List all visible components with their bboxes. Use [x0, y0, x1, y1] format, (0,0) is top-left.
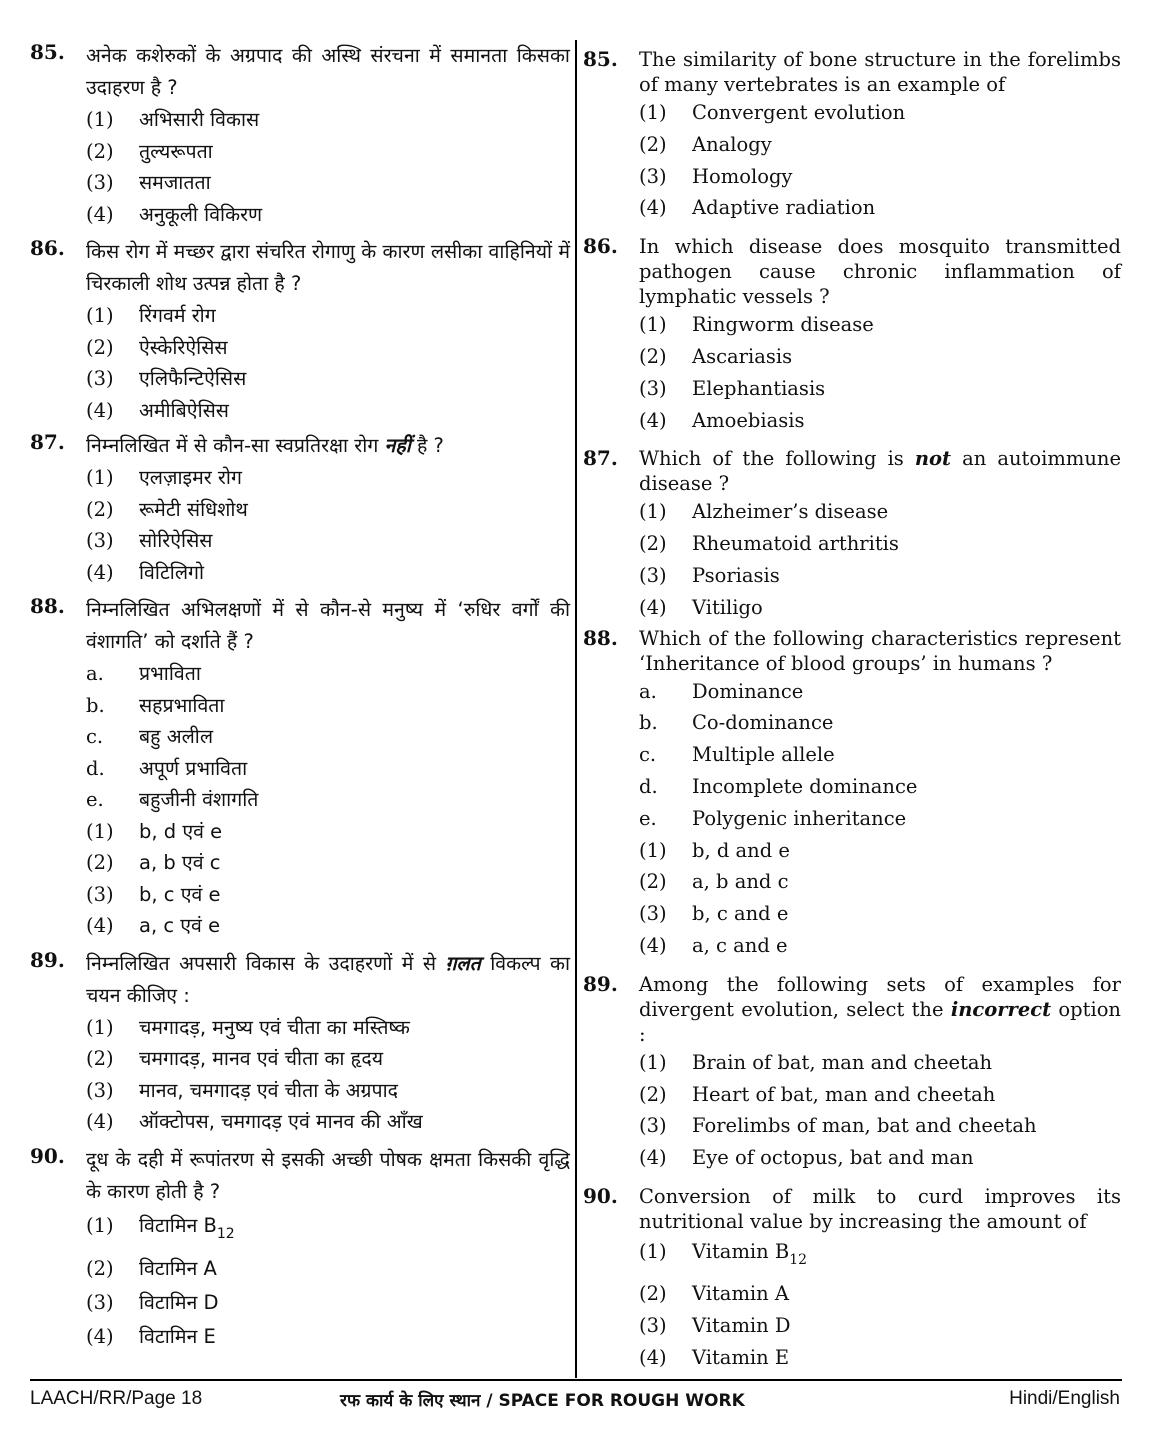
option-text: चमगादड़, मानव एवं चीता का हृदय [139, 1047, 384, 1070]
option-label: (3) [639, 902, 667, 926]
option-text: a, b एवं c [139, 851, 221, 874]
question-number: 87. [583, 446, 618, 471]
option-label: (1) [86, 1015, 114, 1039]
option-2 [86, 847, 570, 879]
option-label: (4) [86, 1324, 114, 1348]
stem-part: विकल्प का चयन कीजिए : [86, 951, 570, 1007]
option-label: (2) [86, 851, 114, 874]
option-4 [86, 199, 570, 231]
stem-part: an autoimmune disease ? [639, 447, 1122, 496]
option-text: Amoebiasis [692, 408, 805, 432]
option-text: रिंगवर्म रोग [139, 304, 216, 327]
stem-part: निम्नलिखित अपसारी विकास के उदाहरणों में से [86, 951, 446, 975]
item-text: सहप्रभाविता [139, 693, 225, 717]
option-label: (4) [86, 560, 114, 584]
language-label: Hindi/English [1009, 1388, 1120, 1409]
item-b [639, 707, 1121, 739]
option-label: (3) [86, 1290, 114, 1314]
option-label: (2) [639, 532, 667, 556]
option-label: (1) [86, 819, 114, 843]
item-d [639, 771, 1121, 803]
emphasis-word: incorrect [950, 997, 1052, 1021]
item-label: e. [86, 788, 104, 811]
question-85-en [583, 47, 1121, 224]
option-3 [639, 1310, 1121, 1342]
question-number: 85. [583, 47, 618, 71]
question-stem: दूध के दही में रूपांतरण से इसकी अच्छी पोषक क्षमता किसकी वृद्धि के कारण होती है ? [86, 1147, 570, 1203]
option-2 [639, 866, 1121, 898]
question-stem [639, 446, 1121, 496]
option-text: Elephantiasis [692, 376, 826, 400]
option-text: b, d and e [692, 838, 790, 862]
option-label: (1) [639, 313, 667, 337]
item-label: d. [86, 756, 105, 780]
question-87-hi [30, 430, 570, 588]
option-label: (3) [86, 882, 114, 906]
option-text: विटामिन D [139, 1290, 219, 1314]
option-text: a, c एवं e [139, 914, 221, 937]
question-number: 87. [30, 430, 65, 454]
option-label: (3) [86, 367, 114, 390]
subscript: 12 [216, 1225, 235, 1242]
option-label: (4) [86, 1110, 114, 1133]
question-86-en [583, 234, 1121, 436]
question-number: 89. [30, 947, 65, 972]
option-label: (4) [86, 202, 114, 226]
option-label: (2) [86, 497, 114, 521]
option-text: चमगादड़, मनुष्य एवं चीता का मस्तिष्क [139, 1015, 410, 1039]
option-text: Convergent evolution [692, 101, 906, 124]
stem-part: option : [639, 997, 1121, 1046]
option-label: (2) [639, 870, 667, 894]
option-4 [639, 1342, 1121, 1374]
question-stem: Which of the following characteristics represent ‘Inheritance of blood groups’ in humans ? [639, 626, 1121, 675]
item-e [86, 784, 570, 816]
option-1 [639, 97, 1121, 129]
option-text: ऐस्केरिऐसिस [139, 335, 228, 359]
option-label: (3) [639, 1114, 667, 1138]
option-label: (3) [639, 1313, 667, 1337]
item-text: Co-dominance [692, 711, 834, 735]
option-4 [639, 405, 1121, 437]
option-label: (1) [639, 500, 667, 524]
option-2 [639, 1079, 1121, 1111]
option-label: (1) [86, 466, 114, 489]
option-label: (4) [86, 914, 114, 937]
option-text: Ascariasis [692, 344, 793, 368]
option-text: समजातता [139, 171, 211, 194]
option-label: (1) [86, 304, 114, 327]
option-text: b, c एवं e [139, 882, 221, 906]
option-4 [639, 1142, 1121, 1174]
option-label: (2) [639, 1281, 667, 1305]
option-text: एलज़ाइमर रोग [139, 466, 242, 489]
question-stem: Conversion of milk to curd improves its nutritional value by increasing the amount of [639, 1184, 1121, 1233]
english-column [583, 40, 1121, 1373]
option-2 [86, 494, 570, 526]
option-text: Analogy [692, 132, 772, 156]
option-1 [86, 104, 570, 136]
item-text: बहु अलील [139, 725, 214, 748]
item-c [86, 721, 570, 753]
option-label: (4) [639, 933, 667, 957]
option-text: Heart of bat, man and cheetah [692, 1082, 996, 1106]
option-3 [639, 373, 1121, 405]
option-3 [639, 898, 1121, 930]
emphasis-word: नहीं [384, 434, 411, 457]
emphasis-word: not [914, 447, 952, 471]
item-label: a. [639, 679, 657, 703]
item-e [639, 803, 1121, 835]
hindi-column [30, 40, 570, 1354]
stem-part: Which of the following is [639, 447, 915, 471]
question-stem [639, 972, 1121, 1047]
option-text: Psoriasis [692, 563, 780, 587]
option-1 [86, 1208, 570, 1252]
question-89-en [583, 972, 1121, 1174]
option-3 [86, 879, 570, 911]
item-a [639, 676, 1121, 708]
option-1 [86, 300, 570, 332]
option-2 [86, 1043, 570, 1075]
emphasis-word: ग़लत [445, 951, 481, 975]
item-text: प्रभाविता [139, 662, 201, 685]
option-text: Homology [692, 164, 793, 188]
option-text: अभिसारी विकास [139, 108, 260, 131]
option-4 [639, 192, 1121, 224]
option-1 [86, 462, 570, 494]
item-text: Multiple allele [692, 743, 835, 767]
item-label: a. [86, 662, 104, 685]
option-label: (1) [639, 1050, 667, 1074]
option-2 [86, 1252, 570, 1286]
question-89-hi [30, 948, 570, 1138]
item-a [86, 658, 570, 690]
option-3 [639, 560, 1121, 592]
option-label: (3) [86, 529, 114, 552]
question-stem: किस रोग में मच्छर द्वारा संचरित रोगाणु के कारण लसीका वाहिनियों में चिरकाली शोथ उत्पन्न होता है ? [86, 240, 570, 295]
option-text: अनुकूली विकिरण [139, 202, 263, 226]
question-stem [86, 430, 570, 462]
option-label: (3) [86, 171, 114, 194]
option-4 [639, 592, 1121, 624]
option-text: Vitamin A [692, 1281, 790, 1305]
option-text: सोरिऐसिस [139, 529, 213, 552]
option-text: Vitiligo [692, 595, 763, 619]
option-label: (4) [86, 398, 114, 422]
option-text: Ringworm disease [692, 313, 874, 337]
option-3 [639, 161, 1121, 193]
option-4 [86, 910, 570, 942]
question-88-hi [30, 594, 570, 942]
option-label: (3) [86, 1078, 114, 1102]
item-b [86, 690, 570, 722]
option-2 [639, 341, 1121, 373]
question-stem: The similarity of bone structure in the forelimbs of many vertebrates is an example of [639, 48, 1121, 96]
option-label: (2) [86, 1256, 114, 1280]
item-label: e. [639, 806, 657, 830]
question-number: 86. [30, 236, 65, 260]
option-text: विटामिन B [139, 1213, 217, 1237]
option-label: (1) [639, 1239, 667, 1263]
option-4 [86, 395, 570, 427]
question-number: 88. [30, 594, 65, 618]
option-text: a, b and c [692, 870, 789, 894]
question-number: 90. [30, 1143, 65, 1168]
question-stem: निम्नलिखित अभिलक्षणों में से कौन-से मनुष्य में ‘रुधिर वर्गों की वंशागति’ को दर्शाते हैं ? [86, 598, 570, 653]
question-number: 86. [583, 234, 618, 259]
option-label: (4) [639, 1146, 667, 1170]
option-2 [639, 528, 1121, 560]
question-87-en [583, 446, 1121, 623]
question-number: 85. [30, 40, 65, 64]
option-text: तुल्यरूपता [139, 139, 213, 163]
option-text: b, d एवं e [139, 819, 223, 843]
stem-part: निम्नलिखित में से कौन-सा स्वप्रतिरक्षा रोग [86, 434, 385, 457]
option-label: (2) [86, 335, 114, 359]
item-label: b. [639, 711, 658, 735]
option-4 [86, 1320, 570, 1354]
option-3 [86, 1286, 570, 1320]
item-text: बहुजीनी वंशागति [139, 788, 259, 811]
footer-rule [30, 1379, 1122, 1381]
question-number: 89. [583, 971, 618, 996]
option-label: (2) [86, 1047, 114, 1070]
option-text: विटिलिगो [139, 560, 205, 584]
option-text: Vitamin D [692, 1313, 791, 1337]
option-text: Adaptive radiation [692, 196, 876, 220]
option-4 [639, 930, 1121, 962]
option-1 [86, 816, 570, 848]
item-label: d. [639, 774, 658, 798]
question-88-en [583, 626, 1121, 962]
option-1 [639, 1047, 1121, 1079]
option-1 [639, 1234, 1121, 1278]
option-1 [639, 496, 1121, 528]
option-text: विटामिन A [139, 1256, 217, 1280]
stem-part: Among the following sets of examples for divergent evolution, select the [639, 972, 1121, 1021]
option-label: (3) [639, 164, 667, 188]
option-label: (4) [639, 408, 667, 432]
option-4 [86, 557, 570, 589]
option-2 [86, 136, 570, 168]
item-label: b. [86, 693, 105, 717]
option-label: (3) [639, 376, 667, 400]
option-text: रूमेटी संधिशोथ [139, 497, 248, 521]
rough-work-label: रफ कार्य के लिए स्थान / SPACE FOR ROUGH WORK [340, 1391, 745, 1411]
item-d [86, 753, 570, 785]
item-c [639, 739, 1121, 771]
question-number: 88. [583, 625, 618, 650]
question-85-hi [30, 40, 570, 230]
option-text: Vitamin B [692, 1239, 790, 1263]
option-text: विटामिन E [139, 1324, 216, 1348]
question-number: 90. [583, 1183, 618, 1208]
option-2 [639, 129, 1121, 161]
option-text: Forelimbs of man, bat and cheetah [692, 1114, 1037, 1138]
option-text: अमीबिऐसिस [139, 398, 229, 422]
question-90-hi [30, 1144, 570, 1354]
option-3 [86, 167, 570, 199]
option-text: एलिफैन्टिऐसिस [139, 367, 247, 390]
item-text: Polygenic inheritance [692, 806, 907, 830]
option-label: (2) [639, 1082, 667, 1106]
option-text: Alzheimer’s disease [692, 500, 889, 524]
item-label: c. [639, 743, 657, 767]
item-label: c. [86, 725, 104, 748]
item-text: Incomplete dominance [692, 774, 918, 798]
option-2 [86, 332, 570, 364]
option-label: (1) [639, 838, 667, 862]
option-3 [86, 1075, 570, 1107]
question-stem: अनेक कशेरुकों के अग्रपाद की अस्थि संरचना में समानता किसका उदाहरण है ? [86, 44, 570, 99]
item-text: Dominance [692, 679, 804, 703]
option-3 [86, 525, 570, 557]
option-label: (2) [86, 139, 114, 163]
question-stem [86, 948, 570, 1012]
question-stem: In which disease does mosquito transmitted pathogen cause chronic inflammation of lymphatic vessels ? [639, 235, 1121, 309]
question-90-en [583, 1184, 1121, 1373]
option-text: a, c and e [692, 933, 788, 957]
option-3 [86, 363, 570, 395]
option-label: (4) [639, 1345, 667, 1369]
option-1 [639, 309, 1121, 341]
option-label: (4) [639, 595, 667, 619]
option-text: Vitamin E [692, 1345, 790, 1369]
option-text: Eye of octopus, bat and man [692, 1146, 974, 1170]
option-text: ऑक्टोपस, चमगादड़ एवं मानव की आँख [139, 1110, 423, 1133]
option-text: b, c and e [692, 902, 789, 926]
option-label: (1) [86, 108, 114, 131]
stem-part: है ? [410, 434, 444, 457]
option-2 [639, 1278, 1121, 1310]
option-text: Rheumatoid arthritis [692, 532, 899, 556]
item-text: अपूर्ण प्रभाविता [139, 756, 248, 780]
option-label: (1) [86, 1213, 114, 1237]
option-1 [86, 1012, 570, 1044]
option-label: (4) [639, 196, 667, 220]
option-text: Brain of bat, man and cheetah [692, 1050, 993, 1074]
option-text: मानव, चमगादड़ एवं चीता के अग्रपाद [139, 1078, 399, 1102]
column-divider [575, 40, 577, 1378]
option-1 [639, 835, 1121, 867]
option-label: (2) [639, 132, 667, 156]
option-4 [86, 1106, 570, 1138]
page-code: LAACH/RR/Page 18 [30, 1388, 203, 1409]
option-label: (3) [639, 563, 667, 587]
option-label: (1) [639, 101, 667, 124]
question-86-hi [30, 236, 570, 426]
subscript: 12 [789, 1251, 808, 1268]
option-label: (2) [639, 344, 667, 368]
option-3 [639, 1110, 1121, 1142]
